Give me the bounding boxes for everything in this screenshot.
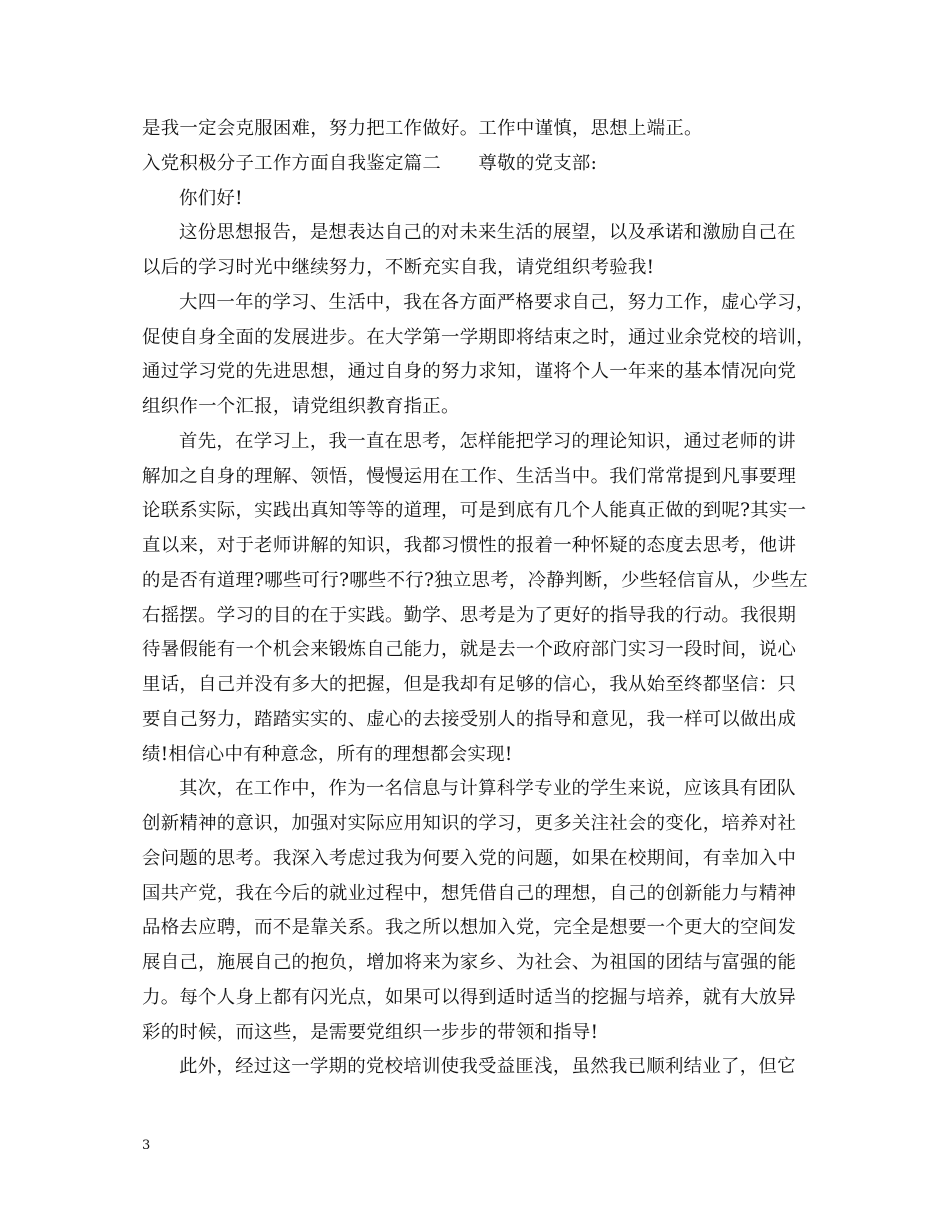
text-line: 你们好! xyxy=(179,187,243,209)
text-line: 要自己努力，踏踏实实的、虚心的去接受别人的指导和意见，我一样可以做出成 xyxy=(142,708,797,730)
text-line: 绩!相信心中有种意念，所有的理想都会实现! xyxy=(142,743,513,765)
text-line: 力。每个人身上都有闪光点，如果可以得到适时适当的挖掘与培养，就有大放异 xyxy=(142,986,797,1008)
text-line: 待暑假能有一个机会来锻炼自己能力，就是去一个政府部门实习一段时间，说心 xyxy=(142,639,797,661)
text-line: 创新精神的意识，加强对实际应用知识的学习，更多关注社会的变化，培养对社 xyxy=(142,813,797,834)
text-line: 通过学习党的先进思想，通过自身的努力求知，谨将个人一年来的基本情况向党 xyxy=(142,361,797,383)
text-line: 右摇摆。学习的目的在于实践。勤学、思考是为了更好的指导我的行动。我很期 xyxy=(142,604,797,626)
page-number: 3 xyxy=(142,1138,151,1153)
text-line: 国共产党，我在今后的就业过程中，想凭借自己的理想，自己的创新能力与精神 xyxy=(142,882,797,904)
text-line: 论联系实际，实践出真知等等的道理，可是到底有几个人能真正做的到呢?其实一 xyxy=(142,500,807,522)
text-line: 是我一定会克服困难，努力把工作做好。工作中谨慎，思想上端正。 xyxy=(142,118,703,139)
text-line: 直以来，对于老师讲解的知识，我都习惯性的报着一种怀疑的态度去思考，他讲 xyxy=(142,535,797,556)
text-line: 里话，自己并没有多大的把握，但是我却有足够的信心，我从始至终都坚信：只 xyxy=(142,674,797,695)
body-text xyxy=(142,112,815,1085)
text-line: 大四一年的学习、生活中，我在各方面严格要求自己，努力工作，虚心学习， xyxy=(179,291,815,313)
text-line: 入党积极分子工作方面自我鉴定篇二 尊敬的党支部: xyxy=(142,152,598,174)
text-line: 其次，在工作中，作为一名信息与计算科学专业的学生来说，应该具有团队 xyxy=(179,778,796,800)
text-line: 组织作一个汇报，请党组织教育指正。 xyxy=(142,396,460,417)
text-line: 解加之自身的理解、领悟，慢慢运用在工作、生活当中。我们常常提到凡事要理 xyxy=(142,465,797,487)
text-line: 彩的时候，而这些，是需要党组织一步步的带领和指导! xyxy=(142,1021,599,1043)
text-line: 会问题的思考。我深入考虑过我为何要入党的问题，如果在校期间，有幸加入中 xyxy=(142,847,797,869)
text-line: 以后的学习时光中继续努力，不断充实自我，请党组织考验我! xyxy=(142,257,655,278)
text-line: 这份思想报告，是想表达自己的对未来生活的展望，以及承诺和激励自己在 xyxy=(179,222,796,244)
text-line: 展自己，施展自己的抱负，增加将来为家乡、为社会、为祖国的团结与富强的能 xyxy=(142,952,797,973)
text-line: 品格去应聘，而不是靠关系。我之所以想加入党，完全是想要一个更大的空间发 xyxy=(142,917,797,939)
text-line: 首先，在学习上，我一直在思考，怎样能把学习的理论知识，通过老师的讲 xyxy=(179,430,796,452)
text-line: 促使自身全面的发展进步。在大学第一学期即将结束之时，通过业余党校的培训， xyxy=(142,326,815,348)
text-line: 此外，经过这一学期的党校培训使我受益匪浅，虽然我已顺利结业了，但它 xyxy=(179,1056,796,1078)
text-line: 的是否有道理?哪些可行?哪些不行?独立思考，冷静判断，少些轻信盲从，少些左 xyxy=(142,569,808,591)
